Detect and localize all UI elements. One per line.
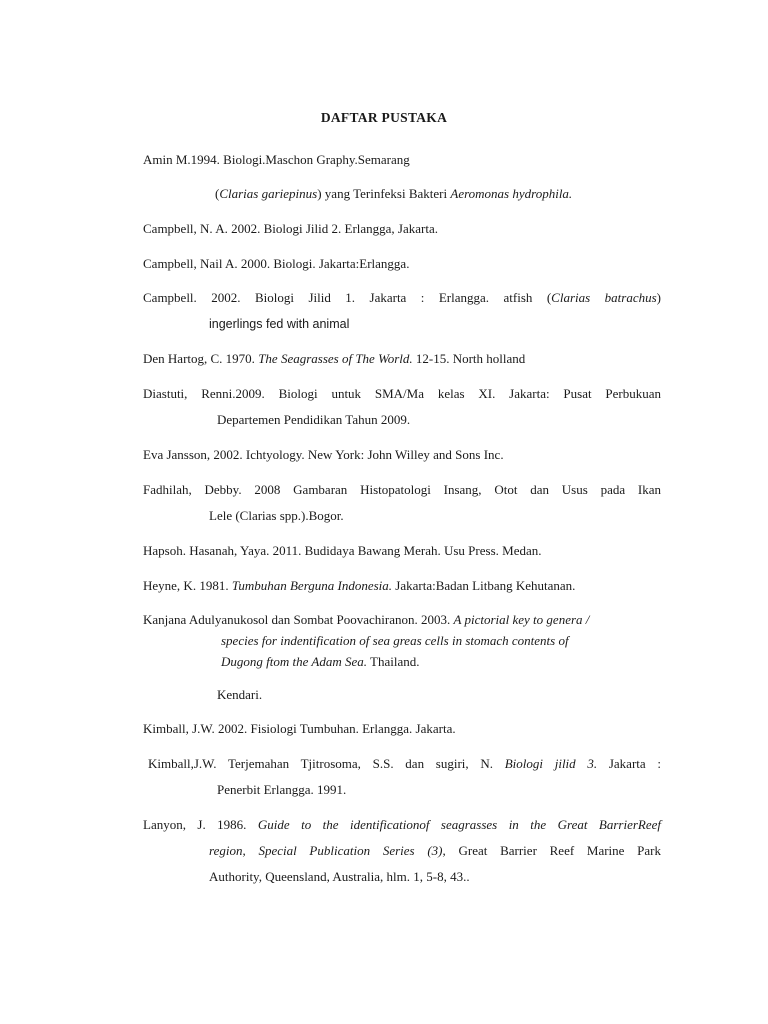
- reference-clarias-continuation: [215, 181, 572, 207]
- ref-text: Jakarta:Badan Litbang Kehutanan.: [392, 578, 576, 593]
- ref-text: Great Barrier Reef Marine Park: [445, 843, 662, 858]
- ref-text: (: [215, 186, 220, 201]
- reference-campbell-jilid1: [143, 285, 661, 337]
- ref-line-2: Penerbit Erlangga. 1991.: [217, 782, 347, 797]
- ref-line-1: Diastuti, Renni.2009. Biologi untuk SMA/Ma kelas XI. Jakarta: Pusat Perbukuan: [143, 386, 661, 401]
- reference-hapsoh: [143, 538, 541, 564]
- ref-text: ) yang Terinfeksi Bakteri: [317, 186, 451, 201]
- ref-line-2: ingerlings fed with animal: [209, 317, 350, 331]
- reference-kendari: [217, 682, 262, 708]
- ref-text: Jakarta :: [597, 756, 661, 771]
- reference-eva-jansson: [143, 442, 504, 468]
- reference-den-hartog: [143, 346, 525, 372]
- ref-line-2: Departemen Pendidikan Tahun 2009.: [217, 412, 411, 427]
- ref-text: Campbell. 2002. Biologi Jilid 1. Jakarta : Erlangga. atfish (: [143, 290, 552, 305]
- ref-text: Den Hartog, C. 1970.: [143, 351, 259, 366]
- ref-text: Kimball, J.W. 2002. Fisiologi Tumbuhan. Erlangga. Jakarta.: [143, 721, 456, 736]
- ref-italic: Guide to the identificationof seagrasses in the Great BarrierReef: [257, 817, 661, 832]
- ref-italic: Tumbuhan Berguna Indonesia.: [231, 578, 393, 593]
- ref-italic: region, Special Publication Series (3),: [209, 843, 446, 858]
- ref-text: Kanjana Adulyanukosol dan Sombat Poovachiranon. 2003.: [143, 612, 454, 627]
- ref-line-1: Fadhilah, Debby. 2008 Gambaran Histopatologi Insang, Otot dan Usus pada Ikan: [143, 482, 661, 497]
- ref-italic: The Seagrasses of The World.: [258, 351, 413, 366]
- reference-kimball-2002: [143, 716, 456, 742]
- reference-heyne: [143, 573, 575, 599]
- ref-line-1: [143, 812, 661, 838]
- ref-text: Hapsoh. Hasanah, Yaya. 2011. Budidaya Bawang Merah. Usu Press. Medan.: [143, 543, 542, 558]
- page-title: DAFTAR PUSTAKA: [320, 110, 448, 125]
- ref-line-1: [143, 285, 661, 311]
- reference-campbell-2000: [143, 251, 409, 277]
- ref-text: ): [656, 290, 661, 305]
- ref-italic: Aeromonas hydrophila.: [450, 186, 573, 201]
- reference-fadhilah: [143, 477, 661, 529]
- reference-text: Amin M.1994. Biologi.Maschon Graphy.Semarang: [143, 152, 410, 167]
- ref-text: Lanyon, J. 1986.: [143, 817, 258, 832]
- reference-kimball-terjemahan: [148, 751, 661, 803]
- reference-campbell-2002: [143, 216, 438, 242]
- ref-text: Kendari.: [217, 687, 263, 702]
- reference-amin: [143, 147, 410, 173]
- ref-line-2: Lele (Clarias spp.).Bogor.: [209, 508, 344, 523]
- ref-text: Thailand.: [367, 654, 420, 669]
- ref-line-1: [148, 751, 661, 777]
- reference-kanjana-line-3: [221, 649, 419, 675]
- ref-text: Campbell, N. A. 2002. Biologi Jilid 2. Erlangga, Jakarta.: [143, 221, 438, 236]
- ref-line-3: Authority, Queensland, Australia, hlm. 1, 5-8, 43..: [209, 869, 470, 884]
- ref-italic: Clarias batrachus: [551, 290, 657, 305]
- ref-text: Campbell, Nail A. 2000. Biologi. Jakarta:Erlangga.: [143, 256, 410, 271]
- ref-italic: species for indentification of sea greas cells in stomach contents of: [221, 633, 569, 648]
- ref-text: 12-15. North holland: [412, 351, 526, 366]
- ref-text: Kimball,J.W. Terjemahan Tjitrosoma, S.S. dan sugiri, N.: [148, 756, 505, 771]
- ref-text: Eva Jansson, 2002. Ichtyology. New York: John Willey and Sons Inc.: [143, 447, 504, 462]
- ref-italic: Biologi jilid 3.: [504, 756, 598, 771]
- ref-italic: Clarias gariepinus: [219, 186, 318, 201]
- ref-text: Heyne, K. 1981.: [143, 578, 232, 593]
- ref-italic: Dugong ftom the Adam Sea.: [221, 654, 367, 669]
- reference-diastuti: [143, 381, 661, 433]
- reference-lanyon: [143, 812, 661, 890]
- ref-line-2: [143, 838, 661, 864]
- ref-italic: A pictorial key to genera /: [453, 612, 590, 627]
